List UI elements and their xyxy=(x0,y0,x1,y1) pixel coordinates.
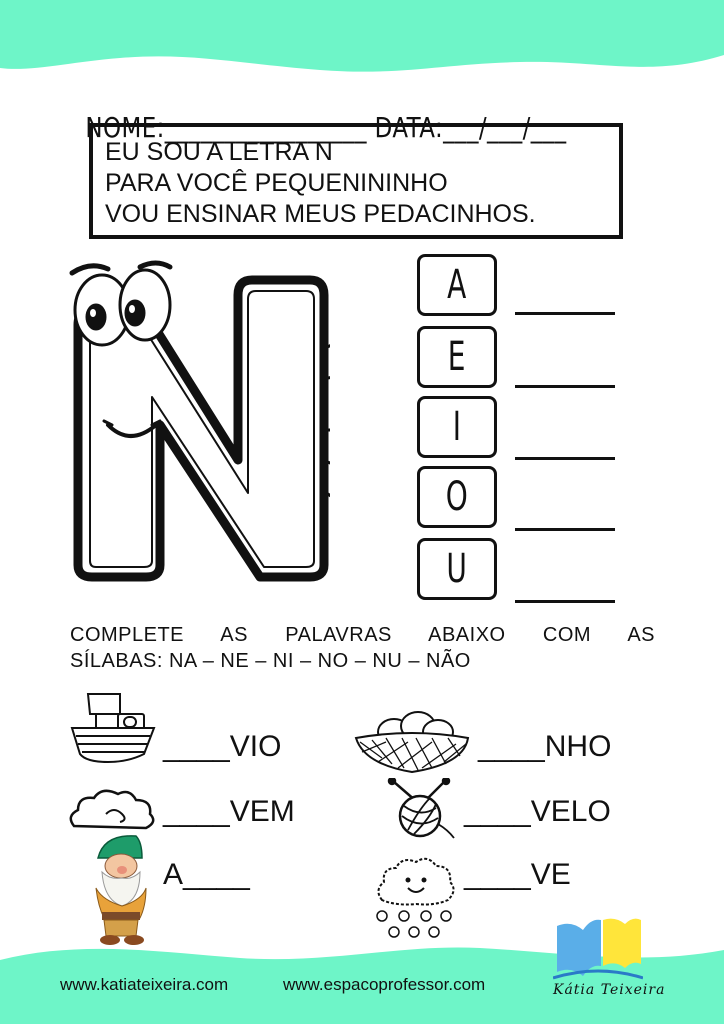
answer-line[interactable] xyxy=(515,528,615,531)
exercise-word[interactable]: ____NHO xyxy=(478,730,612,763)
answer-line[interactable] xyxy=(515,600,615,603)
boat-icon xyxy=(68,688,158,770)
brand-name: Kátia Teixeira xyxy=(553,982,666,998)
book-logo-icon xyxy=(553,912,643,984)
vowel-box-a: A xyxy=(417,254,497,316)
poem-line: VOU ENSINAR MEUS PEDACINHOS. xyxy=(105,200,536,228)
exercise-word[interactable]: ____VE xyxy=(464,858,571,891)
yarn-ball-icon xyxy=(380,778,460,844)
letter-n-character-illustration xyxy=(60,255,330,585)
footer-website-2[interactable]: www.espacoprofessor.com xyxy=(283,975,486,994)
answer-line[interactable] xyxy=(515,457,615,460)
footer-website-1[interactable]: www.katiateixeira.com xyxy=(60,975,229,994)
vowel-box-e: E xyxy=(417,326,497,388)
dwarf-icon xyxy=(88,832,154,946)
answer-line[interactable] xyxy=(515,385,615,388)
vowel-box-i: I xyxy=(417,396,497,458)
instruction-line-2: SÍLABAS: NA – NE – NI – NO – NU – NÃO xyxy=(70,650,471,672)
instruction-line-1: COMPLETE AS PALAVRAS ABAIXO COM AS xyxy=(70,624,655,646)
cloud-icon xyxy=(66,786,158,834)
poem-line: EU SOU A LETRA N xyxy=(105,138,333,166)
name-field-label[interactable]: NOME:_________________ xyxy=(85,111,367,144)
vowel-box-u: U xyxy=(417,538,497,600)
exercise-word[interactable]: A____ xyxy=(163,858,250,891)
answer-line[interactable] xyxy=(515,312,615,315)
nest-icon xyxy=(352,702,472,778)
poem-box xyxy=(89,123,623,239)
exercise-word[interactable]: ____VEM xyxy=(163,795,295,828)
snow-cloud-icon xyxy=(374,852,458,942)
exercise-word[interactable]: ____VELO xyxy=(464,795,611,828)
vowel-box-o: O xyxy=(417,466,497,528)
poem-line: PARA VOCÊ PEQUENININHO xyxy=(105,169,448,197)
exercise-word[interactable]: ____VIO xyxy=(163,730,282,763)
eyes xyxy=(75,270,170,345)
top-wave-decoration xyxy=(0,0,724,80)
date-field-label[interactable]: DATA:___/___/___ xyxy=(374,111,567,144)
